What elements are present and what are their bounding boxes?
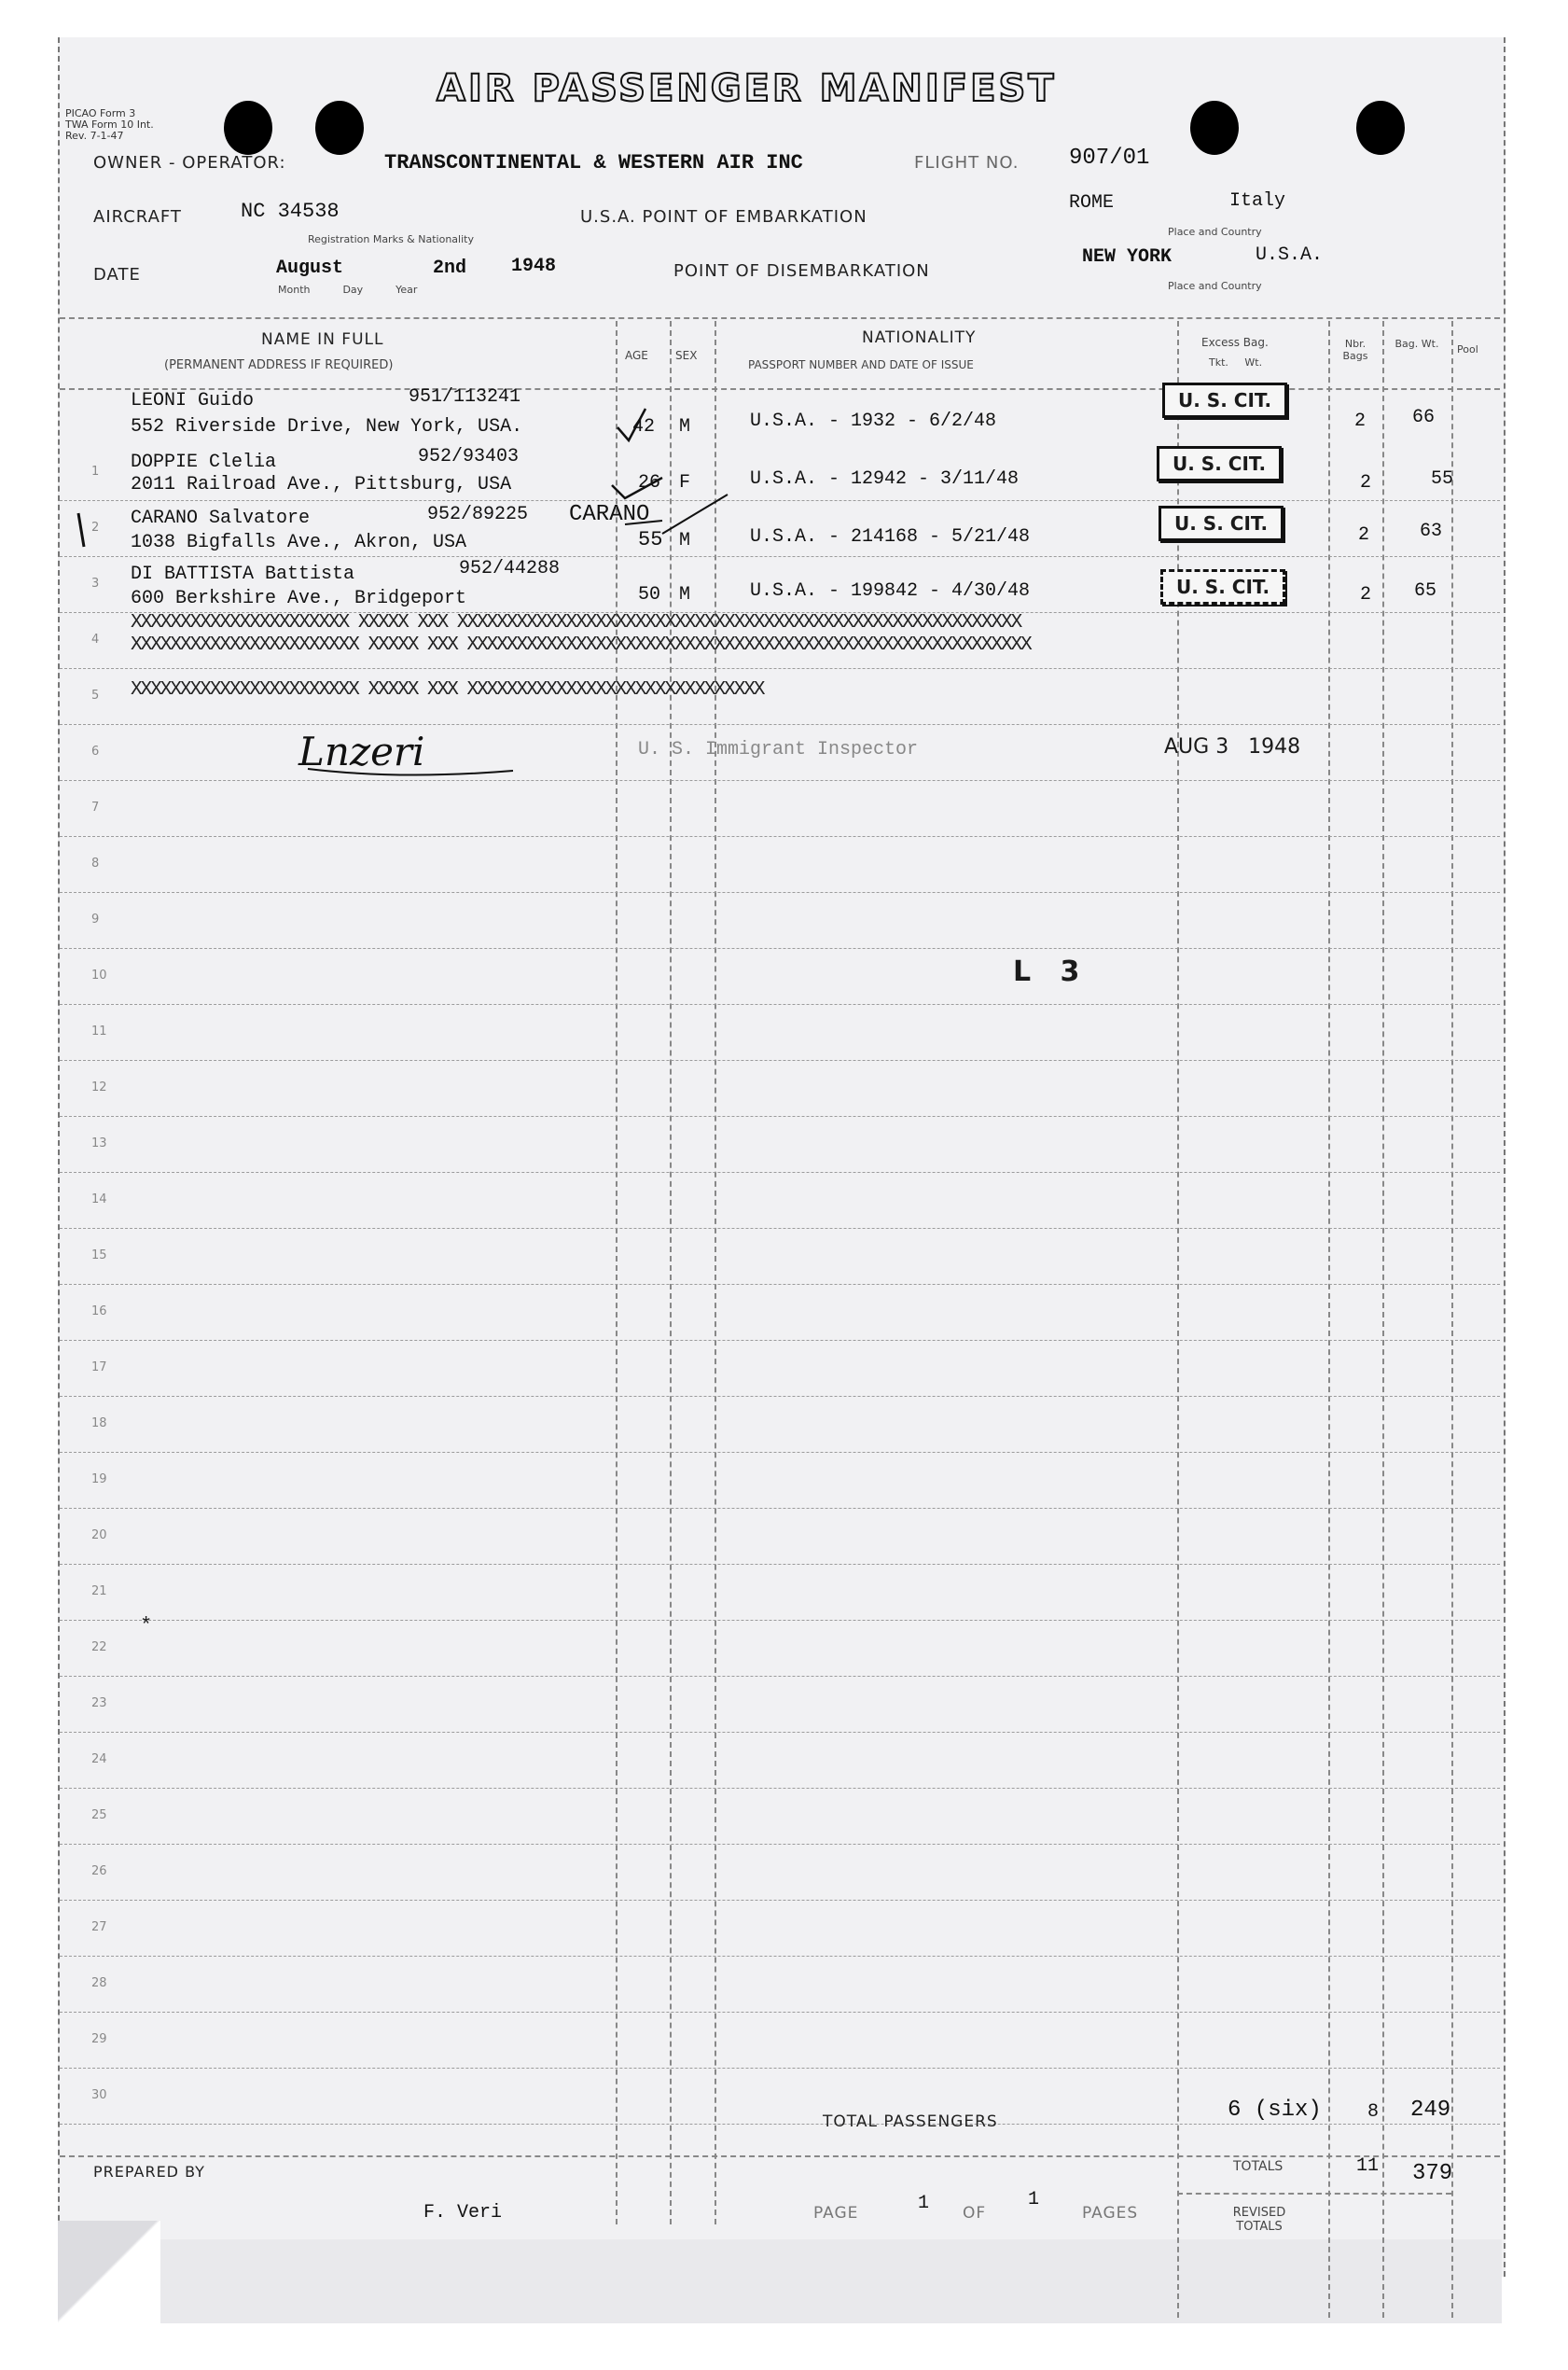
column-header-age: AGE — [625, 349, 648, 362]
embarkation-sublabel: Place and Country — [1168, 226, 1262, 238]
row-rule — [60, 2124, 1500, 2125]
row-rule — [60, 836, 1500, 837]
header-divider — [60, 317, 1500, 319]
number-of-bags: 2 — [1360, 584, 1372, 606]
row-rule — [60, 948, 1500, 949]
column-header-pool: Pool — [1457, 343, 1478, 356]
page-number: 1 — [918, 2193, 930, 2214]
page-mark: L 3 — [1013, 955, 1080, 988]
totals-weight: 379 — [1412, 2161, 1453, 2186]
inspection-date-stamp: AUG 3 1948 — [1164, 735, 1301, 759]
embarkation-country: Italy — [1229, 190, 1286, 212]
row-number: 14 — [91, 1192, 107, 1206]
passenger-sex: M — [679, 584, 691, 606]
row-number: 1 — [91, 465, 100, 479]
date-label: DATE — [93, 265, 141, 285]
number-of-bags: 2 — [1354, 411, 1367, 432]
row-rule — [60, 1844, 1500, 1845]
disembarkation-place: NEW YORK — [1082, 246, 1173, 268]
checkmark — [617, 409, 645, 440]
passenger-age: 50 — [638, 584, 661, 606]
owner-value: TRANSCONTINENTAL & WESTERN AIR INC — [384, 151, 803, 174]
row-rule — [60, 668, 1500, 669]
passenger-address: 2011 Railroad Ave., Pittsburg, USA — [131, 474, 512, 495]
column-header-excess-baggage: Excess Bag. — [1201, 336, 1269, 349]
row-rule — [60, 892, 1500, 893]
row-number: 25 — [91, 1808, 107, 1822]
row-number: 8 — [91, 857, 100, 871]
column-header-nationality: NATIONALITY — [862, 328, 977, 347]
row-number: 30 — [91, 2088, 107, 2102]
column-divider — [1451, 321, 1453, 2318]
crossed-out-row: XXXXXXXXXXXXXXXXXXXXXX XXXXX XXX XXXXXXXXXXXXXXXXXXXXXXXXXXXXXXXXXXXXXXXXXXXXXXXXXXXXXXXXX — [131, 612, 1021, 634]
us-citizen-stamp: U. S. CIT. — [1159, 506, 1284, 541]
column-header-name: NAME IN FULL — [261, 330, 384, 349]
bag-weight: 66 — [1412, 407, 1436, 428]
margin-mark: * — [140, 1614, 153, 1638]
date-year: 1948 — [511, 256, 557, 277]
passenger-age: 42 — [632, 416, 656, 438]
row-rule — [60, 1788, 1500, 1789]
passport-info: U.S.A. - 12942 - 3/11/48 — [750, 468, 1020, 490]
immigrant-inspector-label: U. S. Immigrant Inspector — [638, 739, 919, 760]
passenger-name: DOPPIE Clelia — [131, 452, 277, 473]
embarkation-place: ROME — [1069, 192, 1115, 214]
page-bottom-fold — [58, 2239, 1502, 2323]
passport-info: U.S.A. - 1932 - 6/2/48 — [750, 411, 997, 432]
row-number: 20 — [91, 1528, 107, 1542]
bag-weight: 63 — [1420, 521, 1443, 542]
total-passengers-weight: 249 — [1410, 2098, 1451, 2123]
row-number: 15 — [91, 1248, 107, 1262]
passport-info: U.S.A. - 214168 - 5/21/48 — [750, 526, 1031, 548]
page-label: PAGE — [813, 2204, 859, 2223]
row-rule — [60, 1172, 1500, 1173]
number-of-bags: 2 — [1360, 472, 1372, 494]
flight-label: FLIGHT NO. — [914, 153, 1020, 173]
ticket-number: 952/44288 — [459, 558, 561, 579]
row-rule — [60, 1564, 1500, 1565]
inspector-signature — [289, 718, 532, 784]
totals-label: TOTALS — [1233, 2159, 1284, 2174]
row-rule — [60, 1340, 1500, 1341]
row-number: 6 — [91, 745, 100, 759]
prepared-by-value: F. Veri — [423, 2202, 503, 2224]
ticket-number: 951/113241 — [409, 386, 521, 408]
form-reference: Rev. 7-1-47 — [65, 130, 124, 142]
row-number: 16 — [91, 1304, 107, 1318]
row-number: 7 — [91, 801, 100, 815]
row-number: 12 — [91, 1080, 107, 1094]
punch-hole — [224, 101, 272, 155]
disembarkation-sublabel: Place and Country — [1168, 280, 1262, 292]
passenger-sex: M — [679, 416, 691, 438]
date-sublabel: Month Day Year — [278, 284, 418, 296]
passenger-address: 552 Riverside Drive, New York, USA. — [131, 416, 523, 438]
row-number: 2 — [91, 521, 100, 535]
row-number: 29 — [91, 2032, 107, 2046]
pages-label: PAGES — [1082, 2204, 1139, 2223]
row-rule — [60, 500, 1500, 501]
column-header-number-of-bags: Nbr. Bags — [1342, 338, 1368, 362]
passenger-name: CARANO Salvatore — [131, 508, 311, 529]
totals-bags: 11 — [1356, 2155, 1380, 2177]
row-number: 3 — [91, 577, 100, 591]
row-number: 27 — [91, 1920, 107, 1934]
date-month: August — [276, 258, 344, 279]
row-number: 24 — [91, 1752, 107, 1766]
punch-hole — [1356, 101, 1405, 155]
row-rule — [60, 1284, 1500, 1285]
embarkation-label: U.S.A. POINT OF EMBARKATION — [580, 207, 867, 227]
row-rule — [60, 1004, 1500, 1005]
row-number: 9 — [91, 913, 100, 927]
row-number: 22 — [91, 1640, 107, 1654]
of-label: OF — [963, 2204, 987, 2223]
owner-label: OWNER - OPERATOR: — [93, 153, 286, 173]
row-rule — [60, 780, 1500, 781]
column-divider — [1328, 321, 1330, 2318]
row-rule — [60, 1620, 1500, 1621]
form-reference: PICAO Form 3 — [65, 107, 136, 119]
passenger-age: 26 — [638, 472, 661, 494]
us-citizen-stamp: U. S. CIT. — [1157, 446, 1282, 481]
row-rule — [60, 1732, 1500, 1733]
checkmarks — [560, 373, 746, 541]
handwritten-annotation: CARANO — [569, 502, 650, 527]
passenger-age: 55 — [638, 528, 663, 551]
row-number: 23 — [91, 1696, 107, 1710]
folded-corner — [58, 2221, 160, 2323]
passenger-name: DI BATTISTA Battista — [131, 564, 355, 585]
crossed-out-row: XXXXXXXXXXXXXXXXXXXXXXX XXXXX XXX XXXXXXXXXXXXXXXXXXXXXXXXXXXXXX — [131, 679, 764, 701]
column-subheader-name: (PERMANENT ADDRESS IF REQUIRED) — [164, 358, 394, 372]
row-rule — [60, 1900, 1500, 1901]
manifest-sheet — [58, 37, 1506, 2277]
row-rule — [60, 556, 1500, 557]
column-divider — [715, 321, 716, 2224]
underline-mark — [625, 521, 662, 524]
row-rule — [60, 1116, 1500, 1117]
page-total: 1 — [1028, 2189, 1040, 2210]
signature-text: Lnzeri — [298, 729, 425, 774]
row-number: 19 — [91, 1472, 107, 1486]
passenger-name: LEONI Guido — [131, 390, 255, 411]
column-subheader-excess-baggage: Tkt. Wt. — [1209, 356, 1263, 369]
column-divider — [616, 321, 617, 2224]
aircraft-label: AIRCRAFT — [93, 207, 182, 227]
punch-hole — [1190, 101, 1239, 155]
row-number: 5 — [91, 689, 100, 703]
aircraft-sublabel: Registration Marks & Nationality — [308, 233, 474, 245]
aircraft-value: NC 34538 — [241, 200, 340, 223]
row-rule — [60, 1060, 1500, 1061]
column-subheader-nationality: PASSPORT NUMBER AND DATE OF ISSUE — [748, 358, 974, 371]
ticket-number: 952/89225 — [427, 504, 529, 525]
row-rule — [60, 724, 1500, 725]
row-rule — [60, 1676, 1500, 1677]
checkmark — [612, 478, 662, 498]
row-number: 21 — [91, 1584, 107, 1598]
column-header-sex: SEX — [675, 349, 698, 362]
passenger-sex: M — [679, 530, 691, 551]
row-number: 17 — [91, 1360, 107, 1374]
bag-weight: 55 — [1431, 468, 1454, 490]
column-divider — [1382, 321, 1384, 2318]
margin-checkmark — [65, 504, 103, 560]
row-rule — [60, 2012, 1500, 2013]
prepared-by-label: PREPARED BY — [93, 2163, 205, 2181]
row-rule — [60, 1396, 1500, 1397]
column-divider — [1177, 321, 1179, 2318]
column-divider — [670, 321, 672, 2224]
row-rule — [60, 1508, 1500, 1509]
punch-hole — [315, 101, 364, 155]
row-number: 26 — [91, 1864, 107, 1878]
passenger-address: 600 Berkshire Ave., Bridgeport — [131, 588, 467, 609]
number-of-bags: 2 — [1358, 524, 1370, 546]
row-number: 11 — [91, 1025, 107, 1039]
us-citizen-stamp: U. S. CIT. — [1162, 383, 1287, 418]
row-number: 10 — [91, 969, 107, 983]
total-passengers-value: 6 (six) — [1228, 2098, 1322, 2123]
us-citizen-stamp: U. S. CIT. — [1160, 569, 1285, 605]
date-day: 2nd — [433, 258, 467, 279]
bag-weight: 65 — [1414, 580, 1437, 602]
disembarkation-country: U.S.A. — [1256, 244, 1324, 266]
row-rule — [60, 1452, 1500, 1453]
revised-divider — [1177, 2193, 1451, 2195]
ticket-number: 952/93403 — [418, 446, 520, 467]
row-number: 18 — [91, 1416, 107, 1430]
column-header-bag-weight: Bag. Wt. — [1395, 338, 1439, 350]
revised-totals-label: REVISED TOTALS — [1232, 2206, 1286, 2234]
row-rule — [60, 2068, 1500, 2069]
passport-info: U.S.A. - 199842 - 4/30/48 — [750, 580, 1031, 602]
flight-value: 907/01 — [1069, 146, 1150, 171]
disembarkation-label: POINT OF DISEMBARKATION — [673, 261, 930, 281]
passenger-address: 1038 Bigfalls Ave., Akron, USA — [131, 532, 467, 553]
row-number: 4 — [91, 633, 100, 647]
total-passengers-bags: 8 — [1367, 2101, 1380, 2123]
crossed-out-row: XXXXXXXXXXXXXXXXXXXXXXX XXXXX XXX XXXXXXXXXXXXXXXXXXXXXXXXXXXXXXXXXXXXXXXXXXXXXXXXXXXXXXXXX — [131, 634, 1031, 656]
totals-divider — [60, 2155, 1500, 2157]
checkmark — [662, 495, 728, 534]
passenger-sex: F — [679, 472, 691, 494]
row-number: 13 — [91, 1136, 107, 1150]
total-passengers-label: TOTAL PASSENGERS — [823, 2112, 998, 2131]
page-title: AIR PASSENGER MANIFEST — [437, 67, 1057, 110]
row-number: 28 — [91, 1976, 107, 1990]
row-rule — [60, 1228, 1500, 1229]
row-rule — [60, 1956, 1500, 1957]
form-reference: TWA Form 10 Int. — [65, 118, 154, 131]
